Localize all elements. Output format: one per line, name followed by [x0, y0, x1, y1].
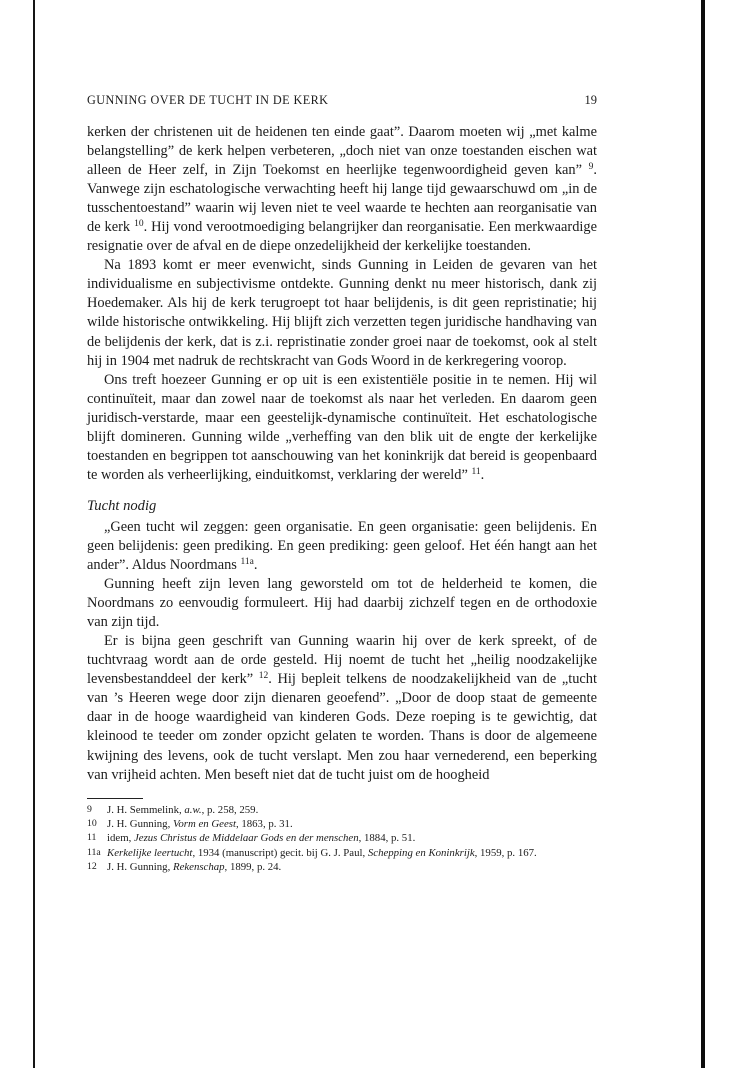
- text-run: J. H. Semmelink,: [107, 803, 185, 816]
- text-run: J. H. Gunning,: [107, 861, 173, 874]
- italic-title: Kerkelijke leertucht: [107, 846, 193, 859]
- text-run: .: [480, 466, 485, 483]
- text-run: . Hij vond verootmoediging belangrijker dan reorganisatie. Een merkwaardige resignatie over de afval en de diepe onzedelijkheid der kerkelijke toestanden.: [87, 219, 597, 255]
- text-run: Na 1893 komt er meer evenwicht, sinds Gunning in Leiden de gevaren van het individualisme en subjectivisme ontdekte. Gunning denkt nu meer historisch, dank zij Hoedemaker. Als hij de kerk terugroept tot haar belijdenis, is dit geen repristinatie; hij wilde historische ontwikkeling. Hij blijft zich verzetten tegen juridische handhaving van de belijdenis der kerk, dat is z.i. repristinatie zonder groei naar de toekomst, ook al stelt hij in 1904 met nadruk de rechtskracht van Gods Woord in de kerkregering voorop.: [87, 257, 597, 369]
- text-run: , 1884, p. 51.: [358, 832, 416, 845]
- italic-title: Schepping en Koninkrijk: [367, 846, 475, 859]
- text-run: , 1899, p. 24.: [224, 861, 282, 874]
- text-run: .: [253, 557, 258, 574]
- text-run: , 1863, p. 31.: [235, 818, 293, 830]
- paragraph: [87, 632, 597, 784]
- text-run: , 1959, p. 167.: [474, 846, 537, 859]
- footnote: [87, 846, 597, 860]
- text-run: , p. 258, 259.: [201, 803, 259, 816]
- footnote: [87, 831, 597, 845]
- footnote-text: [107, 817, 597, 831]
- paragraph: [87, 575, 597, 632]
- paragraph: [87, 371, 597, 485]
- book-page: [87, 93, 597, 875]
- paragraph: [87, 256, 597, 370]
- text-run: Er is bijna geen geschrift van Gunning waarin hij over de kerk spreekt, of de tuchtvraag wordt aan de orde gesteld. Hij noemt de tucht het „heilig noodzakelijke levensbestanddeel der kerk”: [87, 633, 597, 688]
- footnote-ref: 12: [258, 671, 269, 682]
- footnote-ref: 11: [471, 466, 481, 477]
- text-run: , 1934 (manuscript) gecit. bij G. J. Paul,: [192, 846, 368, 859]
- running-head: [87, 93, 597, 123]
- footnote-text: [107, 860, 597, 874]
- footnote: [87, 860, 597, 874]
- footnote-number: 12: [87, 861, 97, 873]
- page-number: 19: [584, 93, 597, 107]
- footnotes: [87, 795, 597, 875]
- footnote-ref: 10: [134, 219, 144, 230]
- footnote-ref: 11a: [240, 557, 254, 568]
- running-head-title: GUNNING OVER DE TUCHT IN DE KERK: [87, 93, 329, 107]
- footnote: [87, 817, 597, 831]
- footnote-number: 11: [87, 832, 97, 844]
- footnote-ref: 9: [588, 162, 594, 173]
- italic-title: Rekenschap: [172, 861, 225, 874]
- italic-title: Jezus Christus de Middelaar Gods en der menschen: [134, 832, 359, 845]
- text-run: J. H. Gunning,: [107, 818, 173, 830]
- section-heading: Tucht nodig: [87, 497, 157, 514]
- text-run: . Hij bepleit telkens de noodzakelijkheid van de „tucht van ’s Heeren wege door zijn dienaren geoefend”. „Door de doop staat de gemeente daar in de hooge waardigheid van kinderen Gods. Deze roeping is te gewichtig, dat kleinood te teeder om zonder opzicht gelaten te worden. Thans is door de algemeene kwijning des levens, ook de tucht verslapt. Men zou haar vernederend, een beperking van vrijheid achten. Men beseft niet dat de tucht juist om de hoogheid: [87, 671, 597, 783]
- text-run: idem,: [107, 832, 134, 845]
- footnote-text: [107, 803, 597, 817]
- italic-title: Vorm en Geest: [172, 818, 236, 830]
- footnote: [87, 803, 597, 817]
- text-run: Gunning heeft zijn leven lang geworsteld om tot de helderheid te komen, die Noordmans zo eenvoudig formuleert. Hij had daarbij zichzelf tegen en de orthodoxie van zijn tijd.: [87, 576, 597, 631]
- scan-border-left: [33, 0, 35, 1068]
- text-run: kerken der christenen uit de heidenen ten einde gaat”. Daarom moeten wij „met kalme belangstelling” de kerk helpen verbeteren, „doch niet van onze toestanden eischen wat alleen de Heer zelf, in Zijn Toekomst en heerlijke tegenwoordigheid geven kan”: [87, 124, 597, 179]
- body-text: [87, 123, 597, 785]
- footnote-text: [107, 831, 597, 845]
- text-run: Ons treft hoezeer Gunning er op uit is een existentiële positie in te nemen. Hij wil continuïteit, maar dan zowel naar de toekomst als naar het verleden. En daarom geen juridisch-verstarde, maar een geestelijk-dynamische continuïteit. Het eschatologische blijft domineren. Gunning wilde „verheffing van den blik uit de engte der kerkelijke toestanden en begrippen tot aanschouwing van het koninkrijk dat bereid is geopenbaard te worden als verheerlijking, einduitkomst, verklaring der wereld”: [87, 371, 597, 483]
- italic-title: a.w.: [184, 803, 202, 816]
- footnote-number: 11a: [87, 846, 101, 858]
- footnote-number: 9: [87, 803, 92, 815]
- paragraph: [87, 518, 597, 575]
- paragraph: [87, 123, 597, 256]
- footnote-text: [107, 846, 597, 860]
- text-run: . Vanwege zijn eschatologische verwachting heeft hij lange tijd gewaarschuwd om „in de tusschentoestand” waarin wij leven niet te veel waarde te hechten aan reorganisatie van de kerk: [87, 162, 597, 236]
- footnote-number: 10: [87, 818, 97, 829]
- scan-border-right: [701, 0, 705, 1068]
- text-run: „Geen tucht wil zeggen: geen organisatie. En geen organisatie: geen belijdenis. En geen belijdenis: geen prediking. En geen prediking: geen geloof. Het één hangt aan het ander”. Aldus Noordmans: [87, 518, 597, 574]
- footnote-rule: [87, 798, 143, 799]
